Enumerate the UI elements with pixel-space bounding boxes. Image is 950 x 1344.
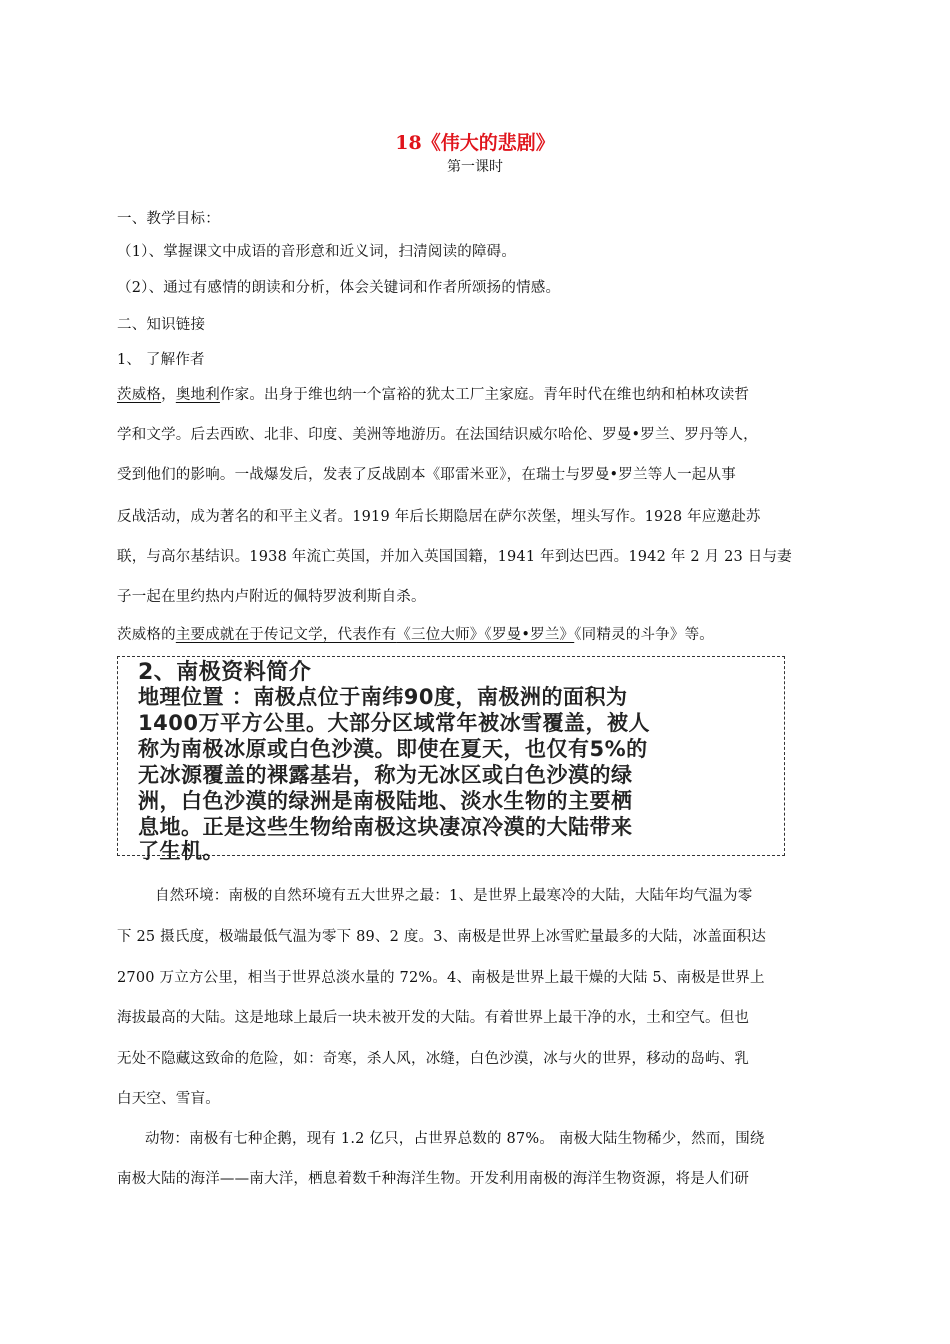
objective-item-2: （2）、通过有感情的朗读和分析，体会关键词和作者所颂扬的情感。 bbox=[117, 280, 561, 296]
author-name: 茨威格 bbox=[117, 387, 162, 403]
objective-item-1: （1）、掌握课文中成语的音形意和近义词，扫清阅读的障碍。 bbox=[117, 244, 517, 260]
achievement-line bbox=[117, 623, 714, 644]
antarctica-box-line: 洲，白色沙漠的绿洲是南极陆地、淡水生物的主要栖 bbox=[138, 789, 633, 813]
environment-line: 下 25 摄氏度，极端最低气温为零下 89、2 度。3、南极是世界上冰雪贮量最多的大陆，冰盖面积达 bbox=[117, 929, 767, 945]
author-line: 作家。出身于维也纳一个富裕的犹太工厂主家庭。青年时代在维也纳和柏林攻读哲 bbox=[219, 387, 750, 403]
antarctica-box-line: 地理位置 ：南极点位于南纬90度，南极洲的面积为 bbox=[138, 685, 628, 709]
author-line: 子一起在里约热内卢附近的佩特罗波利斯自杀。 bbox=[117, 589, 426, 605]
environment-line: 自然环境：南极的自然环境有五大世界之最：1、是世界上最寒冷的大陆，大陆年均气温为零 bbox=[155, 888, 753, 904]
author-country: 奥地利 bbox=[175, 387, 220, 403]
author-separator: ， bbox=[161, 387, 176, 403]
knowledge-heading: 二、知识链接 bbox=[117, 317, 206, 333]
antarctica-info-image bbox=[117, 656, 785, 863]
environment-line: 2700 万立方公里，相当于世界总淡水量的 72%。4、南极是世界上最干燥的大陆 5、南极是世界上 bbox=[117, 970, 765, 986]
author-line: 联，与高尔基结识。1938 年流亡英国，并加入英国国籍，1941 年到达巴西。1942 年 2 月 23 日与妻 bbox=[117, 549, 792, 565]
antarctica-box-line: 无冰源覆盖的裸露基岩，称为无冰区或白色沙漠的绿 bbox=[138, 763, 633, 787]
page-title: 18《伟大的悲剧》 bbox=[395, 132, 555, 154]
representative-works: 《三位大师》《罗曼•罗兰》 bbox=[396, 627, 575, 643]
environment-line: 无处不隐藏这致命的危险，如：奇寒，杀人风，冰缝，白色沙漠，冰与火的世界，移动的岛屿、乳 bbox=[117, 1051, 750, 1067]
achievement-underlined: 主要成就在于传记文学，代表作有 bbox=[175, 627, 397, 643]
antarctica-box-line: 称为南极冰原或白色沙漠。即使在夏天，也仅有5%的 bbox=[138, 737, 648, 761]
antarctica-box-heading: 2、南极资料简介 bbox=[138, 660, 312, 685]
achievement-text: 茨威格的 bbox=[117, 627, 176, 643]
animals-line: 南极大陆的海洋——南大洋，栖息着数千种海洋生物。开发利用南极的海洋生物资源，将是人们研 bbox=[117, 1171, 750, 1187]
antarctica-box-line: 了生机。 bbox=[138, 839, 224, 863]
achievement-text: 《同精灵的斗争》等。 bbox=[574, 627, 714, 643]
author-line: 受到他们的影响。一战爆发后，发表了反战剧本《耶雷米亚》，在瑞士与罗曼•罗兰等人一起从事 bbox=[117, 467, 736, 483]
environment-line: 白天空、雪盲。 bbox=[117, 1091, 220, 1107]
objectives-heading: 一、教学目标： bbox=[117, 211, 220, 227]
environment-line: 海拔最高的大陆。这是地球上最后一块未被开发的大陆。有着世界上最干净的水，土和空气。但也 bbox=[117, 1010, 750, 1026]
antarctica-box-line: 息地。正是这些生物给南极这块凄凉冷漠的大陆带来 bbox=[138, 815, 633, 839]
antarctica-box-line: 1400万平方公里。大部分区域常年被冰雪覆盖，被人 bbox=[138, 711, 650, 735]
author-line: 反战活动，成为著名的和平主义者。1919 年后长期隐居在萨尔茨堡，埋头写作。1928 年应邀赴苏 bbox=[117, 509, 761, 525]
animals-line: 动物：南极有七种企鹅，现有 1.2 亿只，占世界总数的 87%。 南极大陆生物稀少，然而，围绕 bbox=[145, 1131, 765, 1147]
author-line: 学和文学。后去西欧、北非、印度、美洲等地游历。在法国结识威尔哈伦、罗曼•罗兰、罗丹等人， bbox=[117, 427, 758, 443]
author-heading: 1、 了解作者 bbox=[117, 352, 205, 368]
page-subtitle: 第一课时 bbox=[447, 159, 503, 175]
author-paragraph-line bbox=[117, 383, 749, 404]
